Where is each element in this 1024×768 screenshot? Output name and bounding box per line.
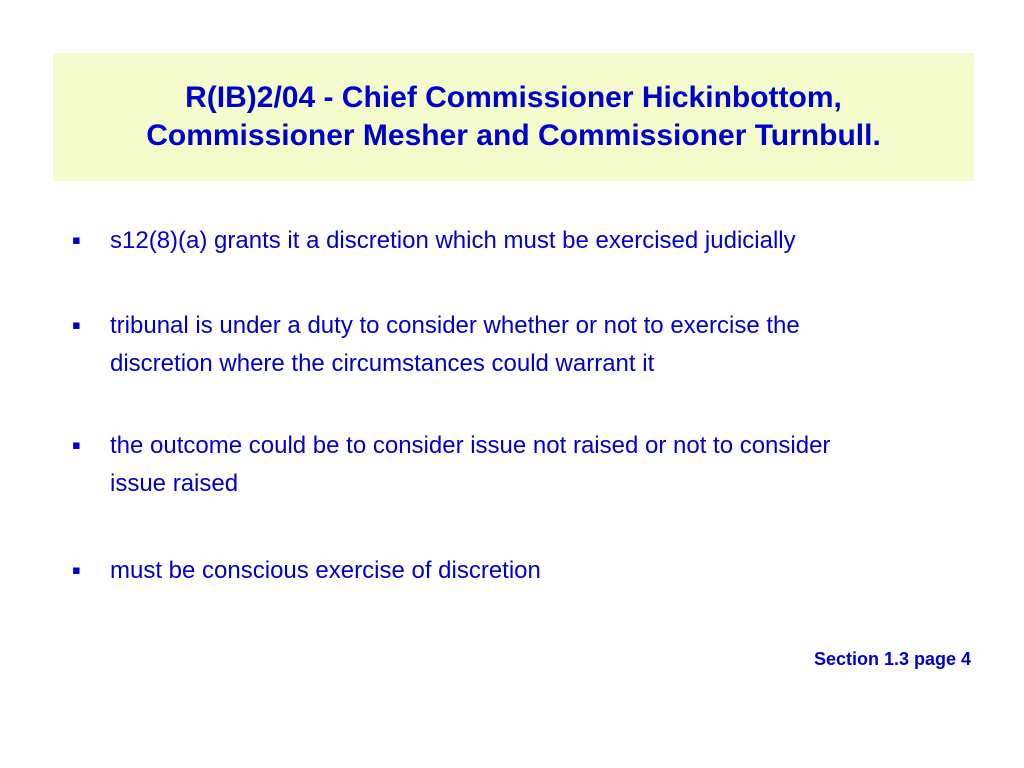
square-bullet-icon: ▪ [72,438,81,453]
bullet-item [72,222,972,260]
bullet-text [110,307,800,383]
bullet-text-line: the outcome could be to consider issue not raised or not to consider [110,432,831,459]
title-box [53,53,974,181]
bullet-text-line: s12(8)(a) grants it a discretion which must be exercised judicially [110,227,796,254]
bullet-text [110,427,830,503]
section-reference: Section 1.3 page 4 [813,649,971,669]
bullet-text [110,222,796,260]
bullet-item [72,427,972,503]
bullet-text-line: tribunal is under a duty to consider whether or not to exercise the [110,312,800,339]
bullet-text-line: issue raised [110,470,239,497]
square-bullet-icon: ▪ [72,233,81,248]
slide-title-line-1: R(IB)2/04 - Chief Commissioner Hickinbottom, [185,81,842,114]
slide-title [146,79,881,155]
bullet-text-line: discretion where the circumstances could warrant it [110,350,655,377]
bullet-text-line: must be conscious exercise of discretion [110,557,541,584]
slide-title-line-2: Commissioner Mesher and Commissioner Turnbull. [146,119,881,152]
square-bullet-icon: ▪ [72,563,81,578]
bullet-item [72,307,972,383]
square-bullet-icon: ▪ [72,318,81,333]
bullet-item [72,552,972,590]
bullet-text [110,552,541,590]
